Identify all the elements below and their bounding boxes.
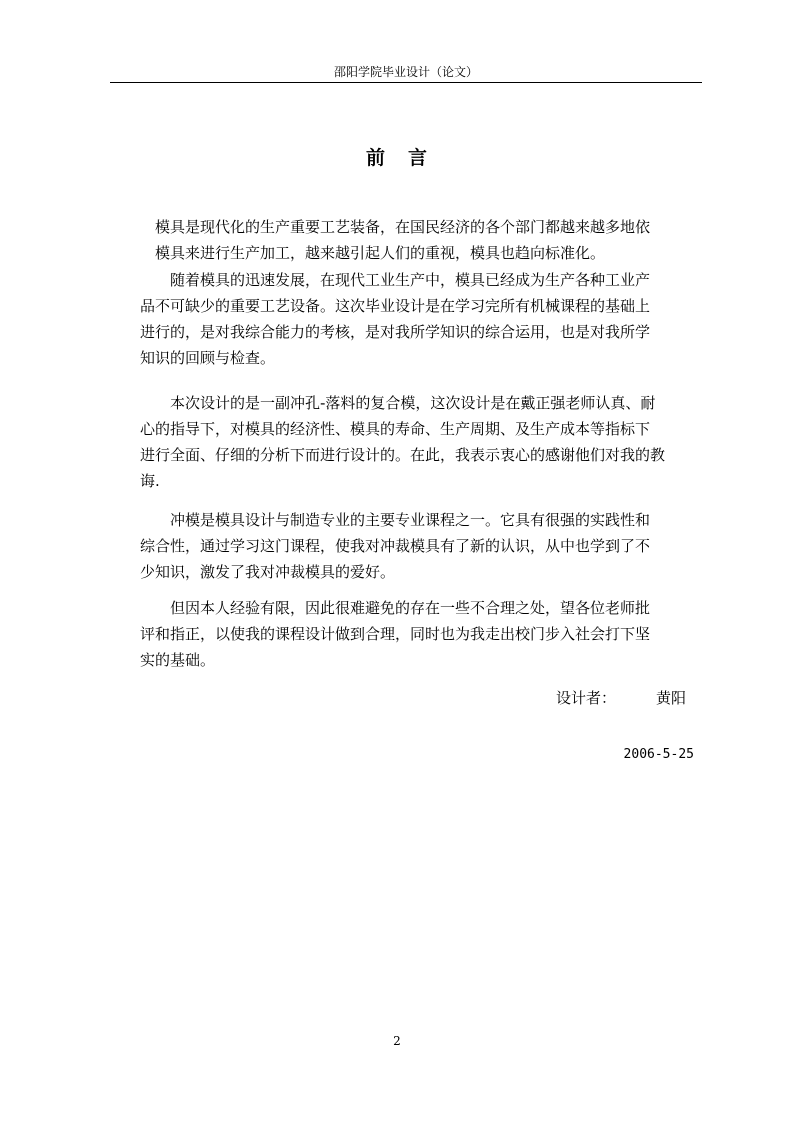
text-line: 随着模具的迅速发展，在现代工业生产中，模具已经成为生产各种工业产 <box>140 271 651 289</box>
text-line: 诲. <box>140 472 160 490</box>
title-char-1: 前 <box>365 147 386 169</box>
paragraph-4 <box>140 507 700 585</box>
paragraph-5 <box>140 595 700 673</box>
signature-name: 黄阳 <box>656 689 687 707</box>
text-line: 但因本人经验有限，因此很难避免的存在一些不合理之处，望各位老师批 <box>140 599 651 617</box>
text-line: 冲模是模具设计与制造专业的主要专业课程之一。它具有很强的实践性和 <box>140 511 651 529</box>
paragraph-1 <box>140 214 700 266</box>
text-line: 品不可缺少的重要工艺设备。这次毕业设计是在学习完所有机械课程的基础上 <box>140 297 651 315</box>
page-title <box>0 146 794 170</box>
page-number: 2 <box>393 1034 401 1048</box>
text-line: 综合性，通过学习这门课程，使我对冲裁模具有了新的认识，从中也学到了不 <box>140 537 651 555</box>
text-line: 知识的回顾与检查。 <box>140 349 276 367</box>
text-line: 实的基础。 <box>140 651 216 669</box>
text-line: 本次设计的是一副冲孔-落料的复合模，这次设计是在戴正强老师认真、耐 <box>140 394 656 412</box>
text-line: 心的指导下，对模具的经济性、模具的寿命、生产周期、及生产成本等指标下 <box>140 420 651 438</box>
text-line: 进行全面、仔细的分析下而进行设计的。在此，我表示衷心的感谢他们对我的教 <box>140 446 666 464</box>
text-line: 少知识，激发了我对冲裁模具的爱好。 <box>140 563 396 581</box>
text-line: 进行的，是对我综合能力的考核，是对我所学知识的综合运用，也是对我所学 <box>140 323 651 341</box>
text-line: 模具是现代化的生产重要工艺装备，在国民经济的各个部门都越来越多地依 <box>140 218 651 236</box>
paragraph-3 <box>140 390 700 494</box>
date: 2006-5-25 <box>623 747 694 762</box>
paragraph-2 <box>140 267 700 371</box>
header-rule <box>110 82 702 83</box>
signature <box>556 685 686 711</box>
running-header: 邵阳学院毕业设计（论文） <box>333 65 478 79</box>
signature-label: 设计者： <box>556 689 617 707</box>
text-line: 评和指正，以使我的课程设计做到合理，同时也为我走出校门步入社会打下坚 <box>140 625 651 643</box>
text-line: 模具来进行生产加工，越来越引起人们的重视，模具也趋向标准化。 <box>140 244 606 262</box>
title-char-2: 言 <box>408 147 429 169</box>
